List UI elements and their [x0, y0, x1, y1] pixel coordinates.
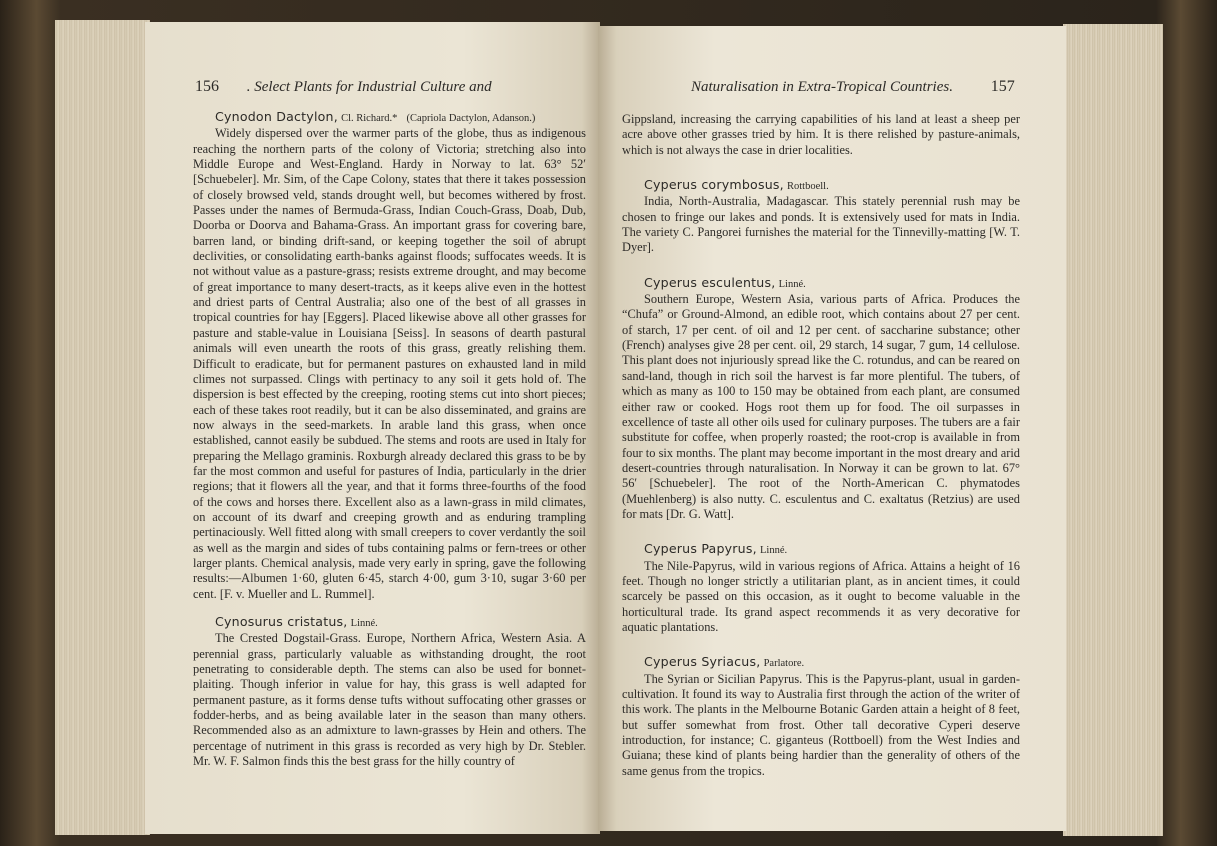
entry-species-name: Cynosurus cristatus, — [215, 614, 348, 629]
entry-species-name: Cyperus Syriacus, — [644, 654, 761, 670]
entry-authority: Cl. Richard.* — [341, 113, 398, 124]
entry-species-name: Cyperus corymbosus, — [644, 177, 784, 193]
entry-gap — [622, 256, 1020, 275]
entry-authority: Parlatore. — [763, 658, 805, 670]
right-page-text — [622, 112, 1020, 779]
left-page — [145, 22, 600, 834]
entry-gap — [622, 635, 1020, 654]
page-number: 156 — [195, 78, 219, 95]
entry-heading — [193, 109, 586, 126]
entry-authority: Linné. — [350, 618, 378, 629]
entry-authority: Rottboell. — [787, 181, 829, 193]
entry-gap — [622, 158, 1020, 177]
entry-authority: Linné. — [760, 545, 788, 557]
running-head-title: . Select Plants for Industrial Culture and — [246, 79, 492, 95]
entry-heading — [193, 614, 586, 631]
entry-body: India, North-Australia, Madagascar. This stately perennial rush may be chosen to fringe our lakes and ponds. It is extensively used for mats in India. The variety C. Pangorei furnishes the material for the Tinnevilly-matting [W. T. Dyer]. — [622, 194, 1020, 255]
page-number: 157 — [990, 78, 1015, 95]
right-page — [598, 26, 1066, 831]
entry-species-name: Cynodon Dactylon, — [215, 109, 338, 124]
entry-body: The Crested Dogstail-Grass. Europe, Northern Africa, Western Asia. A perennial grass, particularly valuable as withstanding drought, the root penetrating to considerable depth. The stems can also be used for bonnet-plaiting. Though inferior in value for hay, this grass is well adapted for permanent pasture, as it forms dense tufts without suffocating other grasses or fodder-herbs, and as being available later in the season than many others. Recommended also as an admixture to lawn-grasses by Hein and others. The percentage of nutriment in this grass is recorded as very high by Dr. Stebler. Mr. W. F. Salmon finds this the best grass for the hilly country of — [193, 631, 586, 769]
entry-body: The Syrian or Sicilian Papyrus. This is the Papyrus-plant, usual in garden-cultivation. It found its way to Australia first through the action of the writer of this work. The plants in the Melbourne Botanic Garden attain a height of 8 feet, but suffer somewhat from frost. Other tall decorative Cyperi deserve introduction, for instance; C. giganteus (Rottboell) from the West Indies and Guiana; these kind of plants being hardier than the generality of others of the same genus from the tropics. — [622, 671, 1020, 778]
entry-authority: Linné. — [778, 278, 806, 290]
page-edges-right — [1063, 24, 1163, 836]
continued-paragraph: Gippsland, increasing the carrying capabilities of his land at least a sheep per acre above other grasses tried by him. It is there relished by pasture-animals, which is not always the case in drier localities. — [622, 112, 1020, 157]
entry-gap — [622, 522, 1020, 541]
entry-heading — [622, 541, 1020, 558]
entry-synonym: (Capriola Dactylon, Adanson.) — [406, 113, 536, 124]
running-head-left — [195, 78, 492, 96]
entry-body: Southern Europe, Western Asia, various parts of Africa. Produces the “Chufa” or Ground-Almond, an edible root, which contains about 27 per cent. of starch, 17 per cent. of oil and 12 per cent. of saccharine substance; other (French) analyses give 28 per cent. oil, 29 starch, 14 sugar, 7 gum, 14 cellulose. This plant does not injuriously spread like the C. rotundus, and can be reared on sand-land, though in rich soil the harvest is far more plentiful. The tubers, of which as many as 100 to 150 may be obtained from each plant, are consumed either raw or cooked. Hogs root them up for food. The oil surpasses in excellence of taste all other oils used for culinary purposes. The tubers are a fair substitute for coffee, when properly roasted; the root-crop is available in from four to six months. The plant may become important in the most dreary and arid desert-countries through naturalisation. In Norway it can be grown to lat. 67° 56′ [Schuebeler]. The root of the North-American C. phymatodes (Muehlenberg) is also nutty. C. esculentus and C. exaltatus (Retzius) are used for mats [Dr. G. Watt]. — [622, 292, 1020, 521]
page-edges-left — [55, 20, 150, 835]
entry-species-name: Cyperus Papyrus, — [644, 541, 757, 557]
entry-heading — [622, 177, 1020, 194]
entry-body: The Nile-Papyrus, wild in various regions of Africa. Attains a height of 16 feet. Though no longer strictly a utilitarian plant, as in ancient times, it could scarcely be passed on this occasion, as it ought to become valuable in the horticultural trade. Its grand aspect recommends it as very decorative for aquatic plantations. — [622, 558, 1020, 634]
running-head-right — [691, 78, 1015, 96]
entry-heading — [622, 654, 1020, 671]
left-page-text — [193, 109, 586, 769]
entry-heading — [622, 275, 1020, 292]
running-head-title: Naturalisation in Extra-Tropical Countries. — [691, 79, 953, 95]
entry-species-name: Cyperus esculentus, — [644, 274, 776, 290]
entry-body: Widely dispersed over the warmer parts of the globe, thus as indigenous reaching the northern parts of the colony of Victoria; stretching also into Middle Europe and West-England. Hardy in Norway to lat. 63° 52′ [Schuebeler]. Mr. Sim, of the Cape Colony, states that there it takes possession of closely browsed veld, stands drought well, but becomes withered by frost. Passes under the names of Bermuda-Grass, Indian Couch-Grass, Doab, Dub, Doorba or Doorva and Bahama-Grass. An important grass for covering bare, barren land, or binding drift-sand, or keeping together the soil of abrupt declivities, or consolidating earth-banks against floods; suffocates weeds. It is not without value as a pasture-grass; resists extreme drought, and may become of great importance to many desert-tracts, as it keeps alive even in the hottest and driest parts of Central Australia; also one of the best of all grasses in tropical countries for hay [Eggers]. Placed likewise above all other grasses for pasture and stable-value in Louisiana [Seiss]. In seasons of dearth pastural animals will even unearth the roots of this grass, greatly relishing them. Difficult to eradicate, but for permanent pastures on exhausted land in mild climes not surpassed. Clings with pertinacy to any soil it gets hold of. The dispersion is best effected by the creeping, rooting stems cut into short pieces; each of these takes root readily, but it can be also disseminated, and grains are now always in the seed-markets. In arable land this grass, when once established, cannot easily be subdued. The stems and roots are used in Italy for preparing the Mellago graminis. Roxburgh already declared this grass to be by far the most common and useful for pastures of India, particularly in the drier regions; that it flowers all the year, and that it forms three-fourths of the food of the cows and horses there. Excellent also as a lawn-grass in mild climates, on account of its dwarf and creeping growth and as enduring trampling pertinaciously. Well fitted along with small creepers to cover verdantly the soil as well as the margin and sides of tubs containing palms or fern-trees or other larger plants. Chemical analysis, made very early in spring, gave the following results:—Albumen 1·60, gluten 6·45, starch 4·00, gum 3·10, sugar 3·60 per cent. [F. v. Mueller and L. Rummel]. — [193, 126, 586, 601]
entry-gap — [193, 602, 586, 614]
